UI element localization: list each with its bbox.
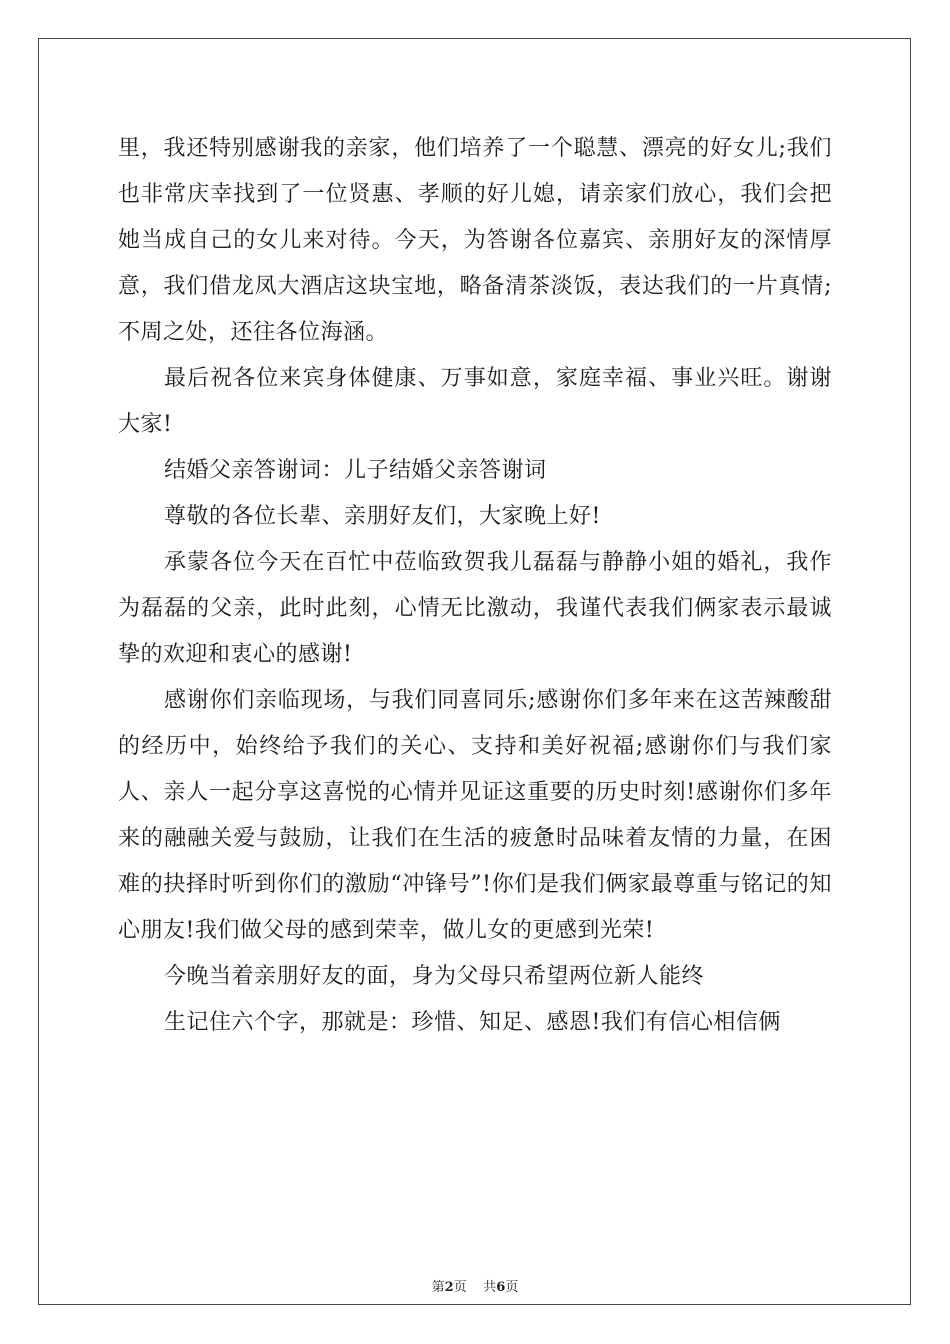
total-label: 共 [483, 1280, 497, 1295]
paragraph: 生记住六个字，那就是：珍惜、知足、感恩!我们有信心相信俩 [164, 1010, 781, 1035]
paragraph: 里，我还特别感谢我的亲家，他们培养了一个聪慧、漂亮的好女儿;我们也非常庆幸找到了一位贤惠、孝顺的好儿媳，请亲家们放心，我们会把她当成自己的女儿来对待。今天，为答谢各位嘉宾、亲朋好友的深情厚意，我们借龙凤大酒店这块宝地，略备清茶淡饭，表达我们的一片真情;不周之处，还往各位海涵。 [118, 136, 832, 345]
page-label: 第 [431, 1280, 445, 1295]
total-unit: 页 [505, 1280, 519, 1295]
page-number: 2 [444, 1280, 454, 1295]
page-footer [0, 1276, 950, 1295]
paragraph: 结婚父亲答谢词：儿子结婚父亲答谢词 [164, 458, 547, 483]
paragraph: 感谢你们亲临现场，与我们同喜同乐;感谢你们多年来在这苦辣酸甜的经历中，始终给予我们的关心、支持和美好祝福;感谢你们与我们家人、亲人一起分享这喜悦的心情并见证这重要的历史时刻!感谢你们多年来的融融关爱与鼓励，让我们在生活的疲惫时品味着友情的力量，在困难的抉择时听到你们的激励“冲锋号”!你们是我们俩家最尊重与铭记的知心朋友!我们做父母的感到荣幸，做儿女的更感到光荣! [118, 688, 832, 943]
total-pages: 6 [496, 1280, 506, 1295]
paragraph: 最后祝各位来宾身体健康、万事如意，家庭幸福、事业兴旺。谢谢大家! [118, 366, 832, 437]
page-unit: 页 [453, 1280, 467, 1295]
paragraph: 今晚当着亲朋好友的面，身为父母只希望两位新人能终 [164, 964, 705, 989]
paragraph: 尊敬的各位长辈、亲朋好友们，大家晚上好! [164, 504, 601, 529]
paragraph: 承蒙各位今天在百忙中莅临致贺我儿磊磊与静静小姐的婚礼，我作为磊磊的父亲，此时此刻，心情无比激动，我谨代表我们俩家表示最诚挚的欢迎和衷心的感谢! [118, 550, 832, 667]
document-body [118, 126, 832, 1046]
